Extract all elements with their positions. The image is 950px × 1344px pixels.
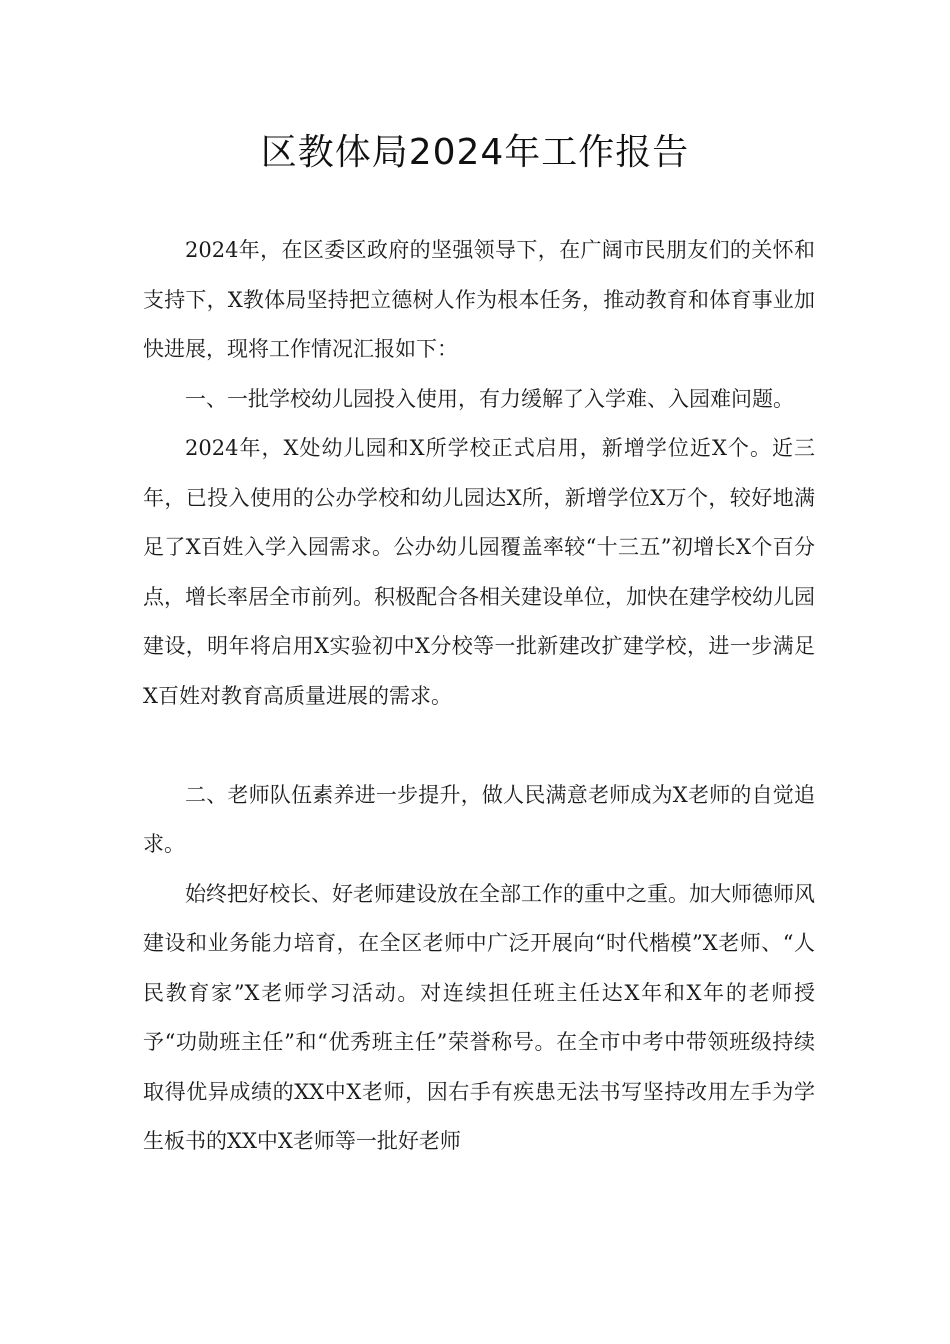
- paragraph-intro: 2024年，在区委区政府的坚强领导下，在广阔市民朋友们的关怀和支持下，X教体局坚持把立德树人作为根本任务，推动教育和体育事业加快进展，现将工作情况汇报如下：: [143, 238, 815, 361]
- document-title: 区教体局2024年工作报告: [260, 132, 690, 173]
- section-heading-1: 一、一批学校幼儿园投入使用，有力缓解了入学难、入园难问题。: [185, 386, 794, 411]
- paragraph-section-1: 2024年，X处幼儿园和X所学校正式启用，新增学位近X个。近三年，已投入使用的公办学校和幼儿园达X所，新增学位X万个，较好地满足了X百姓入学入园需求。公办幼儿园覆盖率较“十三五”初增长X个百分点，增长率居全市前列。积极配合各相关建设单位，加快在建学校幼儿园建设，明年将启用X实验初中X分校等一批新建改扩建学校，进一步满足X百姓对教育高质量进展的需求。: [143, 436, 815, 708]
- document-body: [143, 226, 815, 1167]
- paragraph-section-2: 始终把好校长、好老师建设放在全部工作的重中之重。加大师德师风建设和业务能力培育，在全区老师中广泛开展向“时代楷模”X老师、“人民教育家”X老师学习活动。对连续担任班主任达X年和X年的老师授予“功勋班主任”和“优秀班主任”荣誉称号。在全市中考中带领班级持续取得优异成绩的XX中X老师，因右手有疾患无法书写坚持改用左手为学生板书的XX中X老师等一批好老师: [143, 881, 815, 1153]
- section-heading-2: 二、老师队伍素养进一步提升，做人民满意老师成为X老师的自觉追求。: [143, 782, 815, 856]
